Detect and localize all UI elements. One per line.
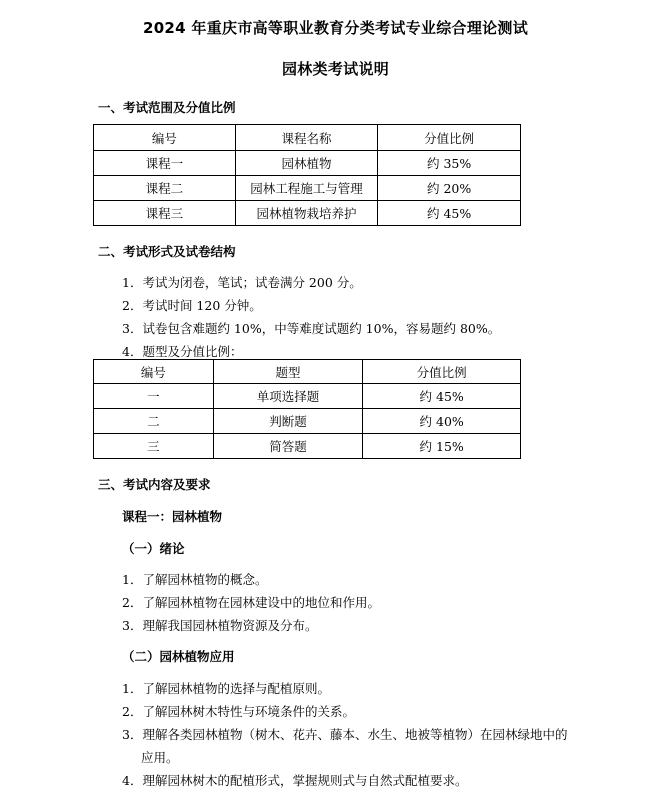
table-cell: 约 20% (378, 176, 521, 201)
list-item: 2．了解园林植物在园林建设中的地位和作用。 (122, 595, 380, 610)
table-cell: 约 35% (378, 151, 521, 176)
table-row (94, 384, 521, 409)
subsection-heading: （一）绪论 (122, 541, 185, 556)
table-header-cell: 题型 (213, 360, 363, 384)
question-type-table (93, 359, 521, 459)
subsection-heading: （二）园林植物应用 (122, 649, 235, 664)
table-cell: 三 (94, 434, 214, 459)
course-heading: 课程一：园林植物 (122, 509, 223, 524)
table-row (94, 176, 521, 201)
table-cell: 课程一 (94, 151, 236, 176)
table-header-cell: 分值比例 (378, 125, 521, 151)
section1-heading: 一、考试范围及分值比例 (98, 100, 236, 115)
table-cell: 园林植物 (235, 151, 378, 176)
list-item: 2．了解园林树木特性与环境条件的关系。 (122, 704, 355, 719)
table-cell: 课程三 (94, 201, 236, 226)
table-cell: 园林工程施工与管理 (235, 176, 378, 201)
table-row (94, 151, 521, 176)
table-row (94, 409, 521, 434)
section3-heading: 三、考试内容及要求 (98, 477, 211, 492)
table-cell: 约 15% (363, 434, 521, 459)
table-header-row (94, 125, 521, 151)
document-subtitle: 园林类考试说明 (281, 60, 390, 78)
table-cell: 园林植物栽培养护 (235, 201, 378, 226)
table-header-cell: 课程名称 (235, 125, 378, 151)
section2-heading: 二、考试形式及试卷结构 (98, 244, 236, 259)
table-cell: 一 (94, 384, 214, 409)
table-header-cell: 编号 (94, 360, 214, 384)
list-item: 3．理解各类园林植物（树木、花卉、藤本、水生、地被等植物）在园林绿地中的 (122, 727, 568, 742)
list-item: 3．试卷包含难题约 10%，中等难度试题约 10%，容易题约 80%。 (122, 321, 501, 336)
table-cell: 约 45% (363, 384, 521, 409)
list-item: 4．题型及分值比例： (122, 344, 243, 359)
list-item: 1．了解园林植物的选择与配植原则。 (122, 681, 330, 696)
table-header-cell: 分值比例 (363, 360, 521, 384)
list-item: 2．考试时间 120 分钟。 (122, 298, 262, 313)
table-header-cell: 编号 (94, 125, 236, 151)
table-cell: 约 45% (378, 201, 521, 226)
table-row (94, 434, 521, 459)
table-header-row (94, 360, 521, 384)
table-cell: 简答题 (213, 434, 363, 459)
table-cell: 课程二 (94, 176, 236, 201)
document-title: 2024 年重庆市高等职业教育分类考试专业综合理论测试 (142, 19, 529, 37)
table-cell: 单项选择题 (213, 384, 363, 409)
list-item: 1．考试为闭卷，笔试；试卷满分 200 分。 (122, 275, 362, 290)
list-item: 1．了解园林植物的概念。 (122, 572, 268, 587)
table-cell: 判断题 (213, 409, 363, 434)
list-item-continuation: 应用。 (141, 750, 179, 765)
course-score-table (93, 124, 521, 226)
table-cell: 二 (94, 409, 214, 434)
table-cell: 约 40% (363, 409, 521, 434)
table-row (94, 201, 521, 226)
list-item: 4．理解园林树木的配植形式，掌握规则式与自然式配植要求。 (122, 773, 468, 788)
list-item: 3．理解我国园林植物资源及分布。 (122, 618, 318, 633)
